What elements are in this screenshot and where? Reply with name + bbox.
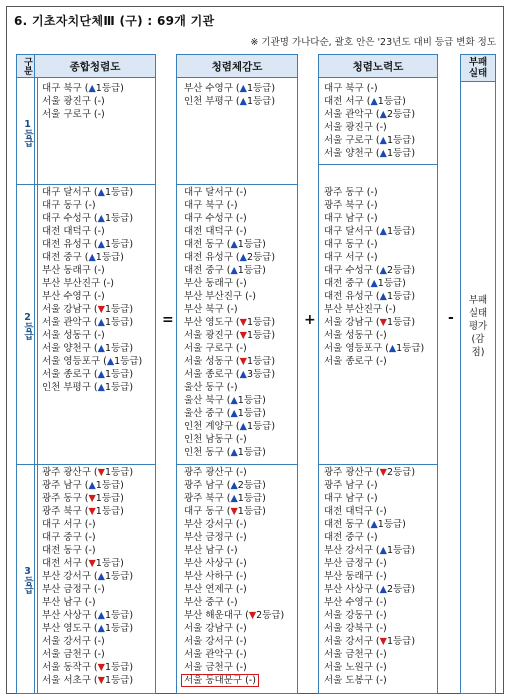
institution-item: 부산 금정구 (-) <box>42 584 105 595</box>
sort-note: ※ 기관명 가나다순, 괄호 안은 '23년도 대비 등급 변화 정도 <box>250 37 496 48</box>
institution-item: 부산 수영구 (-) <box>42 291 105 302</box>
institution-item: 인천 남동구 (-) <box>184 434 247 445</box>
institution-item: 대구 동구 (-) <box>42 200 96 211</box>
institution-item: 서울 강남구 (-) <box>184 623 247 634</box>
institution-item: 부산 영도구 (▼1등급) <box>184 317 276 328</box>
institution-item: 대구 남구 (-) <box>324 213 378 224</box>
institution-item: 인천 부평구 (▲1등급) <box>42 382 134 393</box>
down-arrow-icon: ▼ <box>248 610 257 621</box>
institution-item: 울산 동구 (-) <box>184 382 238 393</box>
corruption-header: 부패실태 <box>460 54 496 82</box>
institution-item: 대구 북구 (-) <box>324 83 378 94</box>
effort-grade2-list <box>324 186 424 368</box>
institution-item: 부산 해운대구 (▼2등급) <box>184 610 285 621</box>
total-grade2-list <box>42 186 142 394</box>
institution-item: 서울 광진구 (-) <box>42 96 105 107</box>
institution-item: 인천 부평구 (▲1등급) <box>184 96 276 107</box>
institution-item: 서울 관악구 (▲2등급) <box>324 109 416 120</box>
grade-3-label: 3등급 <box>22 565 33 593</box>
up-arrow-icon: ▲ <box>239 96 247 107</box>
institution-item: 부산 중구 (-) <box>184 597 238 608</box>
up-arrow-icon: ▲ <box>379 545 387 556</box>
institution-item: 부산 수영구 (▲1등급) <box>184 83 276 94</box>
institution-item: 대전 서구 (▼1등급) <box>42 558 124 569</box>
equals-sign: = <box>162 312 174 328</box>
up-arrow-icon: ▲ <box>370 278 378 289</box>
down-arrow-icon: ▼ <box>379 317 387 328</box>
institution-item: 부산 영도구 (▲1등급) <box>42 623 134 634</box>
institution-item: 부산 수영구 (-) <box>324 597 387 608</box>
institution-item: 대전 중구 (▲1등급) <box>42 252 124 263</box>
institution-item: 대전 대덕구 (-) <box>324 506 387 517</box>
up-arrow-icon: ▲ <box>97 213 105 224</box>
institution-item: 서울 광진구 (-) <box>324 122 387 133</box>
up-arrow-icon: ▲ <box>97 571 105 582</box>
institution-item: 서울 종로구 (-) <box>324 356 387 367</box>
up-arrow-icon: ▲ <box>379 148 387 159</box>
institution-item: 부산 사상구 (▲1등급) <box>42 610 134 621</box>
institution-item: 광주 광산구 (-) <box>184 467 247 478</box>
institution-item: 부산 동래구 (-) <box>184 278 247 289</box>
up-arrow-icon: ▲ <box>379 291 387 302</box>
down-arrow-icon: ▼ <box>88 493 96 504</box>
institution-item: 대구 달서구 (▲1등급) <box>42 187 134 198</box>
institution-item: 서울 동작구 (▼1등급) <box>42 662 134 673</box>
up-arrow-icon: ▲ <box>230 265 238 276</box>
up-arrow-icon: ▲ <box>97 610 105 621</box>
up-arrow-icon: ▲ <box>230 395 238 406</box>
up-arrow-icon: ▲ <box>97 343 105 354</box>
total-grade3-list <box>42 466 133 687</box>
institution-item: 서울 광진구 (▼1등급) <box>184 330 276 341</box>
institution-item: 서울 금천구 (-) <box>42 649 105 660</box>
institution-item: 대전 중구 (-) <box>324 532 378 543</box>
institution-item: 부산 동래구 (-) <box>324 571 387 582</box>
up-arrow-icon: ▲ <box>230 408 238 419</box>
down-arrow-icon: ▼ <box>97 675 105 686</box>
institution-item: 광주 북구 (-) <box>324 200 378 211</box>
institution-item: 부산 사상구 (-) <box>184 558 247 569</box>
up-arrow-icon: ▲ <box>88 252 96 263</box>
plus-sign: + <box>304 312 316 328</box>
down-arrow-icon: ▼ <box>239 317 247 328</box>
highlight-box: 서울 동대문구 (-) <box>181 674 259 687</box>
down-arrow-icon: ▼ <box>230 506 238 517</box>
institution-item: 대구 수성구 (▲2등급) <box>324 265 416 276</box>
down-arrow-icon: ▼ <box>97 662 105 673</box>
institution-item: 대구 동구 (▼1등급) <box>184 506 266 517</box>
institution-item: 서울 도봉구 (-) <box>324 675 387 686</box>
institution-item: 서울 양천구 (▲1등급) <box>324 148 416 159</box>
up-arrow-icon: ▲ <box>88 480 96 491</box>
perceived-header: 청렴체감도 <box>176 54 298 78</box>
institution-item: 서울 관악구 (▲1등급) <box>42 317 134 328</box>
down-arrow-icon: ▼ <box>88 506 96 517</box>
institution-item: 서울 금천구 (-) <box>184 662 247 673</box>
institution-item: 서울 관악구 (-) <box>184 649 247 660</box>
institution-item: 울산 북구 (▲1등급) <box>184 395 266 406</box>
institution-item: 부산 금정구 (-) <box>324 558 387 569</box>
up-arrow-icon: ▲ <box>370 519 378 530</box>
institution-item: 부산 사상구 (▲2등급) <box>324 584 416 595</box>
up-arrow-icon: ▲ <box>88 83 96 94</box>
institution-item: 부산 부산진구 (-) <box>184 291 256 302</box>
institution-item: 서울 서초구 (▼1등급) <box>42 675 134 686</box>
up-arrow-icon: ▲ <box>388 343 397 354</box>
up-arrow-icon: ▲ <box>230 493 238 504</box>
institution-item: 대구 달서구 (▲1등급) <box>324 226 416 237</box>
corruption-note: 부패실태평가(감점) <box>468 295 488 358</box>
down-arrow-icon: ▼ <box>239 330 247 341</box>
perceived-grade3-list <box>184 466 284 687</box>
up-arrow-icon: ▲ <box>97 317 105 328</box>
institution-item: 광주 남구 (▲1등급) <box>42 480 124 491</box>
institution-item: 서울 구로구 (▲1등급) <box>324 135 416 146</box>
grade-header: 구분 <box>16 54 38 78</box>
institution-item: 대전 유성구 (▲1등급) <box>42 239 134 250</box>
up-arrow-icon: ▲ <box>97 382 105 393</box>
effort-grade1-list <box>324 82 415 160</box>
institution-item: 부산 남구 (-) <box>42 597 96 608</box>
up-arrow-icon: ▲ <box>97 623 105 634</box>
institution-item: 대전 대덕구 (-) <box>42 226 105 237</box>
total-header: 종합청렴도 <box>34 54 156 78</box>
institution-item: 부산 강서구 (▲1등급) <box>324 545 416 556</box>
down-arrow-icon: ▼ <box>379 467 387 478</box>
institution-item: 대전 동구 (▲1등급) <box>184 239 266 250</box>
institution-item: 서울 금천구 (-) <box>324 649 387 660</box>
up-arrow-icon: ▲ <box>230 239 238 250</box>
institution-item: 광주 광산구 (▼2등급) <box>324 467 416 478</box>
down-arrow-icon: ▼ <box>97 304 105 315</box>
grade-2-label: 2등급 <box>22 311 33 339</box>
institution-item: 광주 남구 (▲2등급) <box>184 480 266 491</box>
down-arrow-icon: ▼ <box>97 467 105 478</box>
institution-item: 광주 동구 (▼1등급) <box>42 493 124 504</box>
down-arrow-icon: ▼ <box>88 558 96 569</box>
institution-item: 대구 중구 (-) <box>42 532 96 543</box>
institution-item: 대전 유성구 (▲1등급) <box>324 291 416 302</box>
down-arrow-icon: ▼ <box>239 356 247 367</box>
institution-item: 대전 중구 (▲1등급) <box>184 265 266 276</box>
institution-item: 부산 강서구 (-) <box>184 519 247 530</box>
institution-item: 대구 동구 (-) <box>324 239 378 250</box>
institution-item: 대구 북구 (-) <box>184 200 238 211</box>
up-arrow-icon: ▲ <box>97 187 105 198</box>
institution-item: 부산 동래구 (-) <box>42 265 105 276</box>
institution-item: 서울 강서구 (▼1등급) <box>324 636 416 647</box>
institution-item: 서울 노원구 (-) <box>324 662 387 673</box>
institution-item: 서울 종로구 (▲1등급) <box>42 369 134 380</box>
institution-item: 대구 수성구 (-) <box>184 213 247 224</box>
total-grade1-list <box>42 82 124 121</box>
up-arrow-icon: ▲ <box>379 265 387 276</box>
institution-item: 서울 강남구 (▼1등급) <box>324 317 416 328</box>
section-title: 6. 기초자치단체Ⅲ (구) : 69개 기관 <box>14 14 215 28</box>
institution-item: 대전 유성구 (▲2등급) <box>184 252 276 263</box>
institution-item: 서울 성동구 (-) <box>42 330 105 341</box>
minus-sign: - <box>448 310 454 326</box>
institution-item: 대구 북구 (▲1등급) <box>42 83 124 94</box>
up-arrow-icon: ▲ <box>239 83 247 94</box>
institution-item: 부산 연제구 (-) <box>184 584 247 595</box>
institution-item: 대구 서구 (-) <box>324 252 378 263</box>
institution-item: 대전 서구 (▲1등급) <box>324 96 406 107</box>
institution-item: 서울 강서구 (-) <box>184 636 247 647</box>
perceived-grade1-list <box>184 82 275 108</box>
institution-item: 서울 성동구 (-) <box>324 330 387 341</box>
up-arrow-icon: ▲ <box>370 96 378 107</box>
institution-item: 부산 부산진구 (-) <box>324 304 396 315</box>
institution-item: 인천 계양구 (▲1등급) <box>184 421 276 432</box>
up-arrow-icon: ▲ <box>239 369 247 380</box>
up-arrow-icon: ▲ <box>379 135 387 146</box>
institution-item: 부산 부산진구 (-) <box>42 278 114 289</box>
corruption-column <box>460 54 496 694</box>
up-arrow-icon: ▲ <box>379 109 387 120</box>
institution-item: 서울 성동구 (▼1등급) <box>184 356 276 367</box>
institution-item: 부산 북구 (-) <box>184 304 238 315</box>
up-arrow-icon: ▲ <box>379 584 387 595</box>
up-arrow-icon: ▲ <box>97 239 105 250</box>
institution-item: 대구 남구 (-) <box>324 493 378 504</box>
effort-header: 청렴노력도 <box>318 54 438 78</box>
institution-item: 대구 서구 (-) <box>42 519 96 530</box>
institution-item: 대구 수성구 (▲1등급) <box>42 213 134 224</box>
institution-item: 서울 영등포구 (▲1등급) <box>324 343 425 354</box>
institution-item: 대전 동구 (▲1등급) <box>324 519 406 530</box>
institution-item: 서울 강동구 (-) <box>324 610 387 621</box>
institution-item: 서울 종로구 (▲3등급) <box>184 369 276 380</box>
up-arrow-icon: ▲ <box>106 356 115 367</box>
institution-item: 서울 강북구 (-) <box>324 623 387 634</box>
institution-item: 광주 북구 (▼1등급) <box>42 506 124 517</box>
institution-item: 인천 동구 (▲1등급) <box>184 447 266 458</box>
institution-item: 부산 사하구 (-) <box>184 571 247 582</box>
perceived-grade2-list <box>184 186 275 459</box>
institution-item: 부산 남구 (-) <box>184 545 238 556</box>
institution-item <box>184 674 284 687</box>
up-arrow-icon: ▲ <box>379 226 387 237</box>
up-arrow-icon: ▲ <box>97 369 105 380</box>
institution-item: 광주 남구 (-) <box>324 480 378 491</box>
effort-grade3-list <box>324 466 415 687</box>
down-arrow-icon: ▼ <box>379 636 387 647</box>
institution-item: 서울 영등포구 (▲1등급) <box>42 356 143 367</box>
institution-item: 서울 구로구 (-) <box>42 109 105 120</box>
institution-item: 서울 구로구 (-) <box>184 343 247 354</box>
institution-item: 서울 양천구 (▲1등급) <box>42 343 134 354</box>
institution-item: 대구 달서구 (-) <box>184 187 247 198</box>
up-arrow-icon: ▲ <box>230 447 238 458</box>
up-arrow-icon: ▲ <box>230 480 238 491</box>
institution-item: 부산 금정구 (-) <box>184 532 247 543</box>
institution-item: 광주 동구 (-) <box>324 187 378 198</box>
up-arrow-icon: ▲ <box>239 252 247 263</box>
institution-item: 대전 동구 (-) <box>42 545 96 556</box>
institution-item: 대전 대덕구 (-) <box>184 226 247 237</box>
institution-item: 대전 중구 (▲1등급) <box>324 278 406 289</box>
institution-item: 울산 중구 (▲1등급) <box>184 408 266 419</box>
grade-1-label: 1등급 <box>22 118 33 146</box>
institution-item: 광주 북구 (▲1등급) <box>184 493 266 504</box>
institution-item: 서울 강남구 (▼1등급) <box>42 304 134 315</box>
up-arrow-icon: ▲ <box>239 421 247 432</box>
institution-item: 서울 강서구 (-) <box>42 636 105 647</box>
institution-item: 부산 강서구 (▲1등급) <box>42 571 134 582</box>
institution-item: 광주 광산구 (▼1등급) <box>42 467 134 478</box>
